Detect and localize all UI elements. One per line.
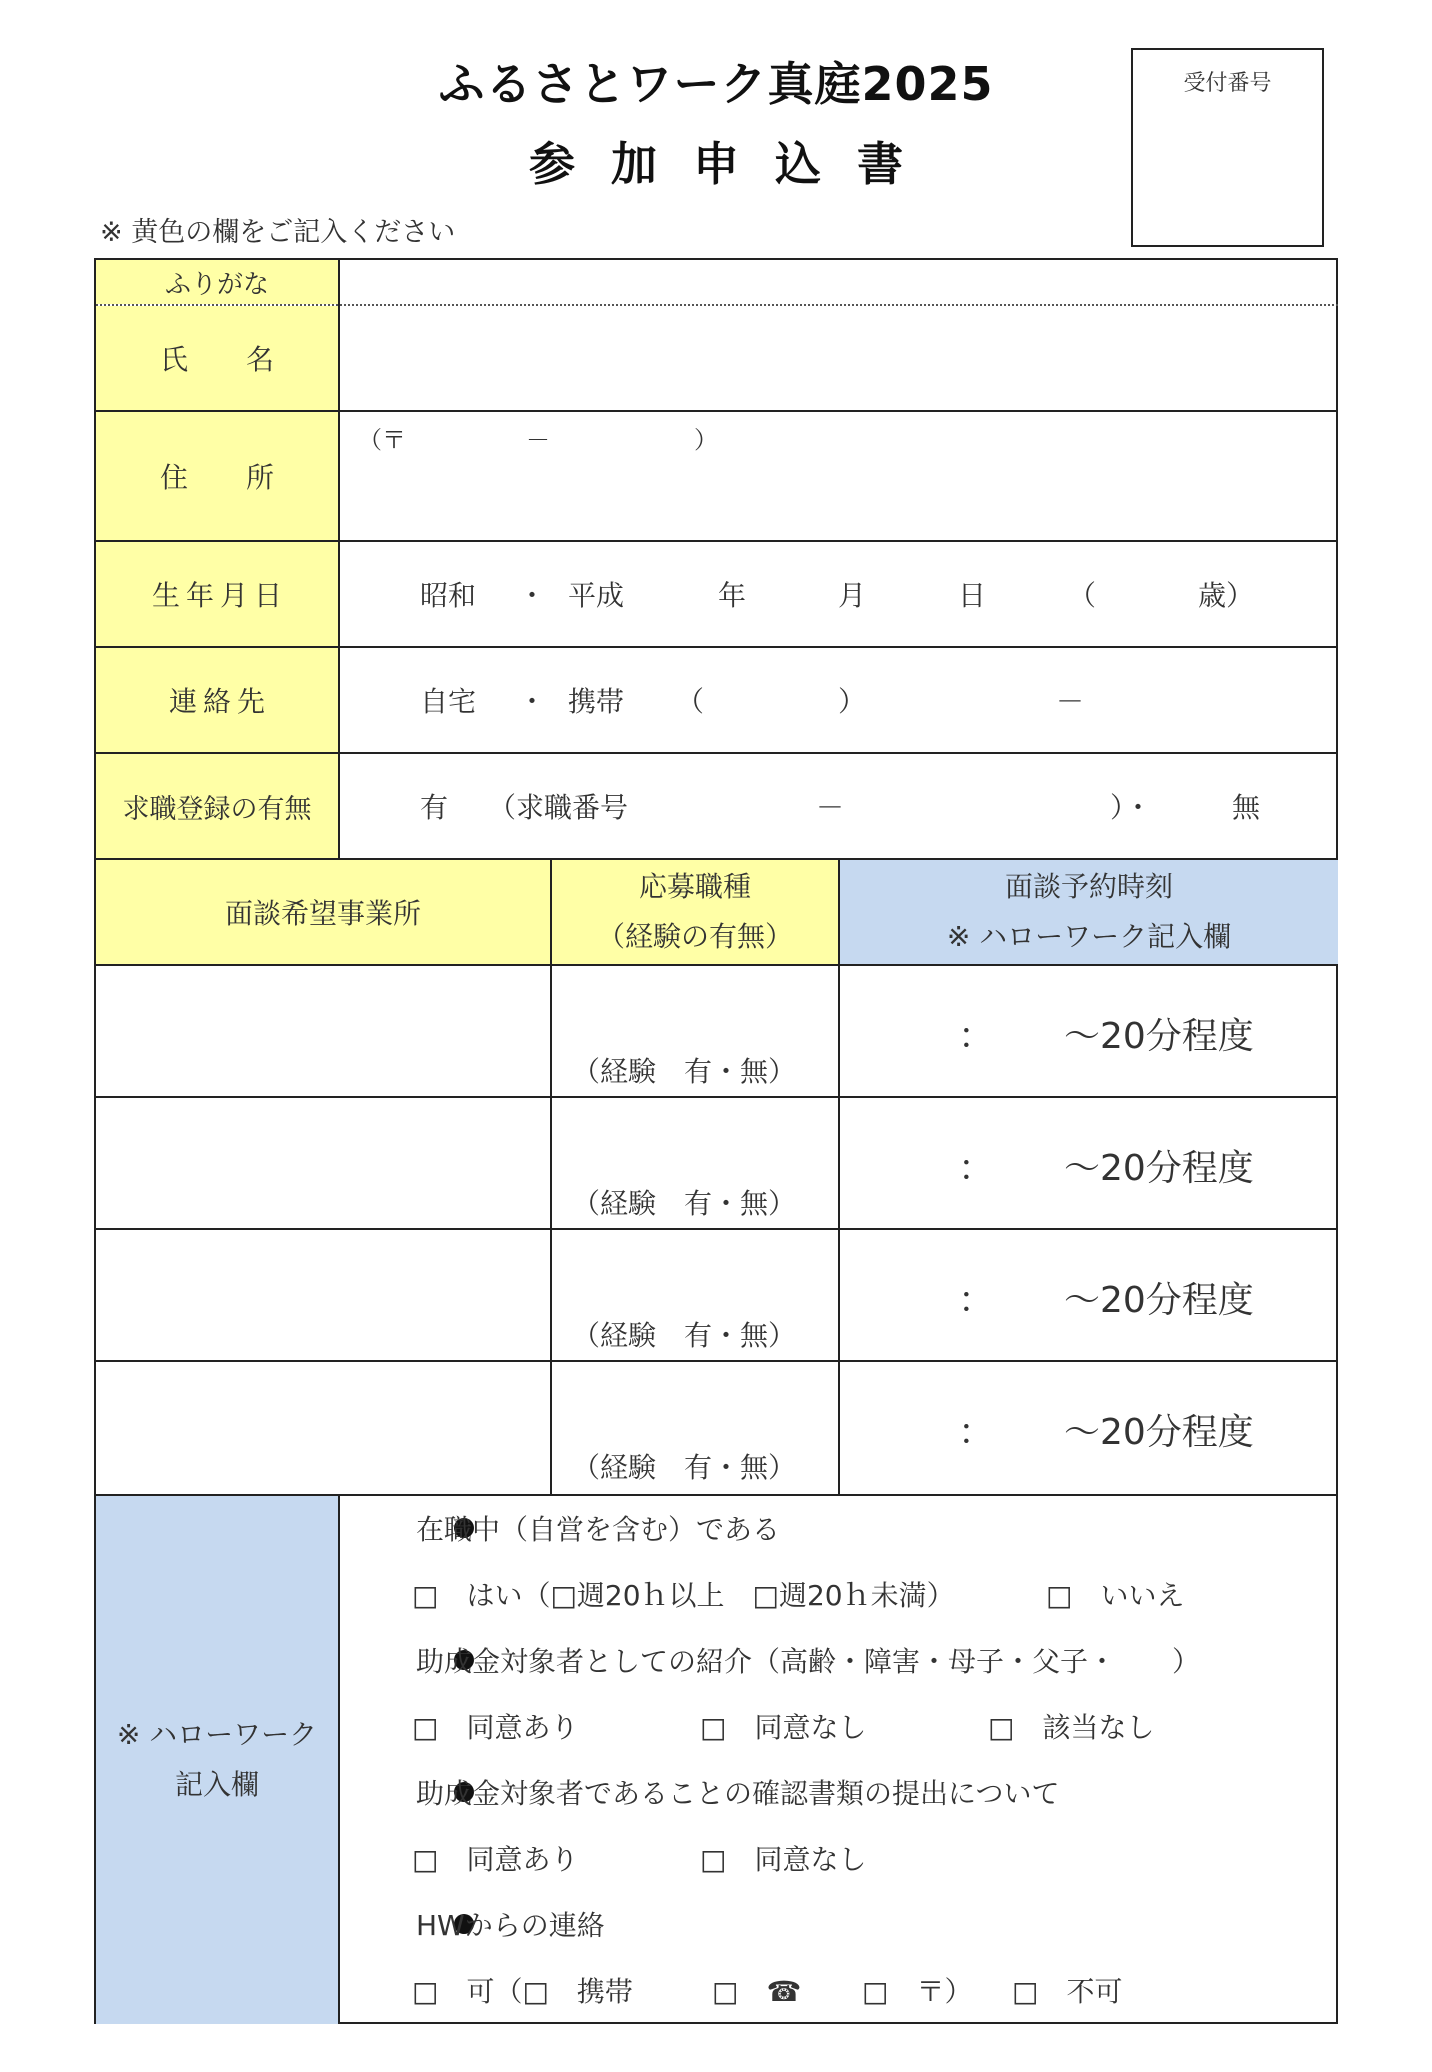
contact-open-paren: （ bbox=[676, 685, 705, 718]
row-divider bbox=[96, 1096, 1338, 1098]
contact-not-allowed-checkbox[interactable]: □ 不可 bbox=[1012, 1975, 1123, 2008]
row-divider bbox=[96, 1360, 1338, 1362]
row-divider bbox=[96, 858, 1338, 860]
contact-mobile: 携帯 bbox=[568, 685, 625, 718]
time-colon: ： bbox=[958, 1412, 995, 1453]
contact-label: 連絡先 bbox=[96, 648, 338, 752]
interview-duration: ～20分程度 bbox=[1064, 1148, 1254, 1189]
job-number-dash: － bbox=[816, 791, 845, 824]
furigana-label: ふりがな bbox=[96, 260, 338, 304]
job-number-close: ）・ bbox=[1110, 791, 1153, 824]
age-unit: 歳） bbox=[1198, 579, 1255, 612]
document-submission-question: 助成金対象者であることの確認書類の提出について bbox=[416, 1777, 1060, 1810]
era-showa: 昭和 bbox=[420, 579, 477, 612]
name-field[interactable] bbox=[340, 306, 1338, 410]
row-divider bbox=[96, 410, 1338, 412]
job-registration-label: 求職登録の有無 bbox=[96, 754, 338, 858]
contact-separator: ・ bbox=[518, 685, 547, 718]
address-field[interactable] bbox=[340, 412, 1338, 540]
form-title: ふるさとワーク真庭2025 bbox=[438, 57, 994, 111]
table-column-divider bbox=[550, 860, 552, 1496]
job-number-label: （求職番号 bbox=[488, 791, 629, 824]
row-divider bbox=[96, 646, 1338, 648]
era-separator: ・ bbox=[518, 579, 547, 612]
row-divider bbox=[96, 964, 1338, 966]
interview-duration: ～20分程度 bbox=[1064, 1280, 1254, 1321]
experience-option: （経験 有・無） bbox=[572, 1187, 797, 1220]
employment-yes-checkbox[interactable]: □ はい（□週20ｈ以上 □週20ｈ未満） bbox=[412, 1579, 955, 1612]
interview-time-column-header: 面談予約時刻 ※ ハローワーク記入欄 bbox=[840, 860, 1338, 964]
time-colon: ： bbox=[958, 1148, 995, 1189]
contact-field[interactable] bbox=[340, 648, 1338, 752]
era-heisei: 平成 bbox=[568, 579, 625, 612]
year-unit: 年 bbox=[718, 579, 747, 612]
birthdate-label: 生年月日 bbox=[96, 542, 338, 646]
furigana-field[interactable] bbox=[340, 260, 1338, 304]
employment-no-checkbox[interactable]: □ いいえ bbox=[1046, 1579, 1185, 1612]
referral-not-applicable-checkbox[interactable]: □ 該当なし bbox=[988, 1711, 1155, 1744]
referral-disagree-checkbox[interactable]: □ 同意なし bbox=[700, 1711, 867, 1744]
day-unit: 日 bbox=[958, 579, 987, 612]
office-column-header: 面談希望事業所 bbox=[96, 860, 550, 964]
row-divider bbox=[96, 1228, 1338, 1230]
table-column-divider bbox=[838, 860, 840, 1496]
age-open-paren: （ bbox=[1068, 579, 1097, 612]
address-label: 住所 bbox=[96, 412, 338, 540]
furigana-divider bbox=[96, 304, 1338, 306]
experience-option: （経験 有・無） bbox=[572, 1451, 797, 1484]
experience-option: （経験 有・無） bbox=[572, 1055, 797, 1088]
receipt-number-box bbox=[1131, 48, 1324, 247]
contact-close-paren: ） bbox=[838, 685, 867, 718]
interview-duration: ～20分程度 bbox=[1064, 1412, 1254, 1453]
contact-phone-checkbox[interactable]: □ ☎ bbox=[712, 1975, 802, 2008]
registration-no: 無 bbox=[1232, 791, 1261, 824]
row-divider bbox=[96, 752, 1338, 754]
hw-column-divider bbox=[338, 1496, 340, 2024]
row-divider bbox=[96, 540, 1338, 542]
referral-agree-checkbox[interactable]: □ 同意あり bbox=[412, 1711, 579, 1744]
hw-contact-question: HWからの連絡 bbox=[416, 1909, 605, 1942]
experience-option: （経験 有・無） bbox=[572, 1319, 797, 1352]
label-column-divider bbox=[338, 260, 340, 860]
interview-duration: ～20分程度 bbox=[1064, 1016, 1254, 1057]
contact-allowed-mobile-checkbox[interactable]: □ 可（□ 携帯 bbox=[412, 1975, 633, 2008]
name-label: 氏名 bbox=[96, 306, 338, 410]
application-form bbox=[94, 258, 1338, 2024]
fill-instruction-note: ※ 黄色の欄をご記入ください bbox=[100, 217, 456, 248]
time-colon: ： bbox=[958, 1016, 995, 1057]
document-agree-checkbox[interactable]: □ 同意あり bbox=[412, 1843, 579, 1876]
document-disagree-checkbox[interactable]: □ 同意なし bbox=[700, 1843, 867, 1876]
time-colon: ： bbox=[958, 1280, 995, 1321]
form-subtitle: 参加申込書 bbox=[529, 137, 939, 191]
birthdate-field[interactable] bbox=[340, 542, 1338, 646]
contact-mail-checkbox[interactable]: □ 〒） bbox=[862, 1975, 973, 2008]
subsidy-referral-question: 助成金対象者としての紹介（高齢・障害・母子・父子・ ） bbox=[416, 1645, 1201, 1678]
month-unit: 月 bbox=[838, 579, 867, 612]
row-divider bbox=[96, 1494, 1338, 1496]
receipt-number-label: 受付番号 bbox=[1183, 71, 1272, 96]
registration-yes: 有 bbox=[420, 791, 449, 824]
contact-dash: － bbox=[1056, 685, 1085, 718]
job-registration-field[interactable] bbox=[340, 754, 1338, 858]
employment-question: 在職中（自営を含む）である bbox=[416, 1513, 781, 1546]
postal-code-hint: （〒 － ） bbox=[358, 426, 718, 454]
job-type-column-header: 応募職種 （経験の有無） bbox=[552, 860, 838, 964]
contact-home: 自宅 bbox=[420, 685, 477, 718]
hw-section-label: ※ ハローワーク 記入欄 bbox=[96, 1496, 338, 2024]
